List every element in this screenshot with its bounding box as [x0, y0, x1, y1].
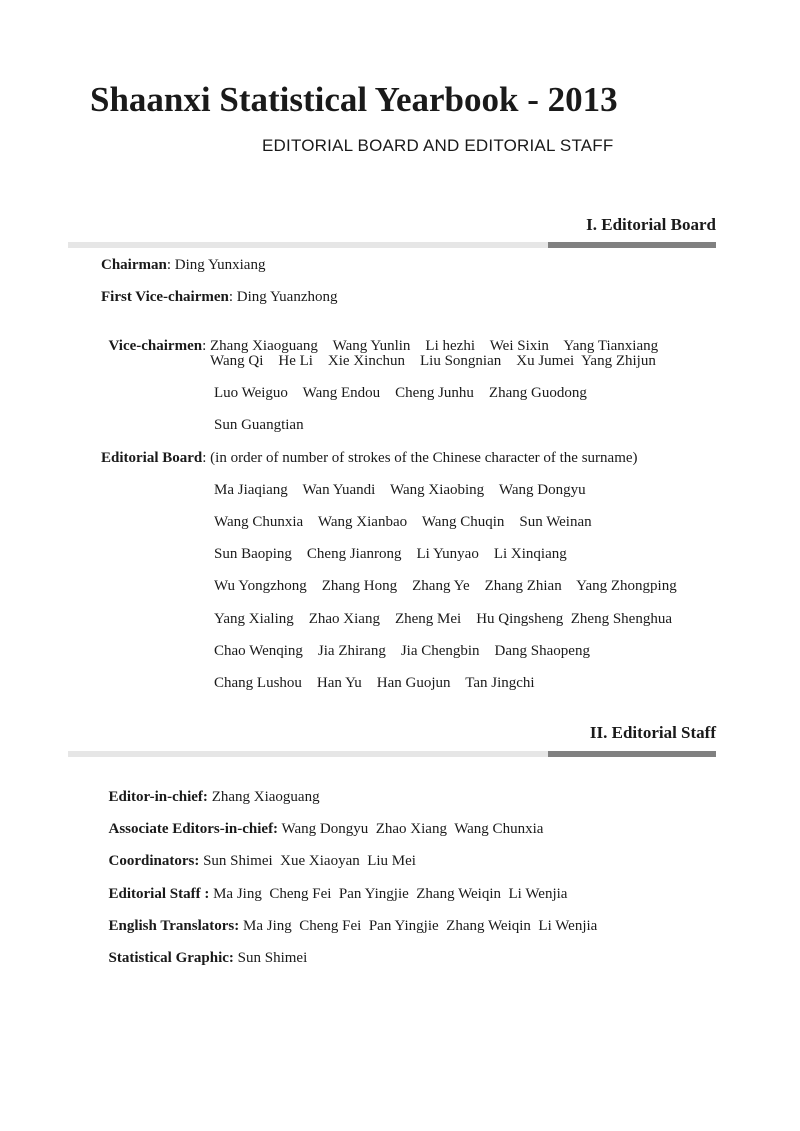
board-members-row: Sun Baoping Cheng Jianrong Li Yunyao Li Xinqiang	[214, 546, 567, 562]
coordinators-label: Coordinators:	[108, 853, 200, 869]
vice-chairmen-row-3: Luo Weiguo Wang Endou Cheng Junhu Zhang Guodong	[214, 385, 587, 401]
associate-editors-value: Wang Dongyu Zhao Xiang Wang Chunxia	[278, 821, 544, 837]
editorial-board-label: Editorial Board	[101, 450, 203, 466]
editorial-staff-label: Editorial Staff :	[108, 886, 210, 902]
vice-chairmen-label: Vice-chairmen	[108, 338, 203, 354]
chairman-line	[101, 257, 265, 274]
editorial-staff-heading: II. Editorial Staff	[589, 723, 716, 742]
editorial-board-note: : (in order of number of strokes of the Chinese character of the surname)	[202, 450, 638, 466]
board-members-row: Wu Yongzhong Zhang Hong Zhang Ye Zhang Zhian Yang Zhongping	[214, 578, 677, 594]
english-translators-line	[101, 901, 597, 935]
section-divider	[68, 751, 716, 757]
associate-editors-line	[101, 804, 543, 838]
section-divider-accent	[548, 751, 716, 757]
board-members-row: Chao Wenqing Jia Zhirang Jia Chengbin Dang Shaopeng	[214, 643, 590, 659]
vice-chairmen-row-2: Wang Qi He Li Xie Xinchun Liu Songnian Xu Jumei Yang Zhijun	[210, 353, 656, 369]
editorial-staff-value: Ma Jing Cheng Fei Pan Yingjie Zhang Weiqin Li Wenjia	[209, 886, 568, 902]
statistical-graphic-label: Statistical Graphic:	[108, 950, 234, 966]
section-divider	[68, 242, 716, 248]
page-title: Shaanxi Statistical Yearbook - 2013	[90, 80, 618, 119]
editorial-board-line	[101, 450, 638, 467]
section-divider-accent	[548, 242, 716, 248]
board-members-row: Chang Lushou Han Yu Han Guojun Tan Jingchi	[214, 675, 535, 691]
page-subtitle: EDITORIAL BOARD AND EDITORIAL STAFF	[262, 136, 614, 155]
editorial-staff-line	[101, 869, 567, 903]
statistical-graphic-value: Sun Shimei	[233, 950, 308, 966]
chairman-label: Chairman	[101, 257, 167, 273]
associate-editors-label: Associate Editors-in-chief:	[108, 821, 279, 837]
editor-in-chief-value: Zhang Xiaoguang	[207, 789, 320, 805]
vice-chairmen-line	[101, 321, 658, 355]
coordinators-line	[101, 836, 416, 870]
first-vice-chairmen-label: First Vice-chairmen	[101, 289, 229, 305]
editorial-board-heading: I. Editorial Board	[586, 215, 716, 234]
editor-in-chief-line	[101, 772, 320, 806]
first-vice-chairmen-line	[101, 289, 337, 306]
board-members-row: Ma Jiaqiang Wan Yuandi Wang Xiaobing Wang Dongyu	[214, 482, 586, 498]
english-translators-value: Ma Jing Cheng Fei Pan Yingjie Zhang Weiqin Li Wenjia	[239, 918, 598, 934]
vice-chairmen-row-1: : Zhang Xiaoguang Wang Yunlin Li hezhi Wei Sixin Yang Tianxiang	[202, 338, 659, 354]
english-translators-label: English Translators:	[108, 918, 240, 934]
board-members-row: Yang Xialing Zhao Xiang Zheng Mei Hu Qingsheng Zheng Shenghua	[214, 611, 672, 627]
editor-in-chief-label: Editor-in-chief:	[108, 789, 208, 805]
coordinators-value: Sun Shimei Xue Xiaoyan Liu Mei	[199, 853, 416, 869]
vice-chairmen-row-4: Sun Guangtian	[214, 417, 304, 433]
chairman-value: : Ding Yunxiang	[166, 257, 266, 273]
first-vice-chairmen-value: : Ding Yuanzhong	[228, 289, 338, 305]
statistical-graphic-line	[101, 933, 307, 967]
board-members-row: Wang Chunxia Wang Xianbao Wang Chuqin Sun Weinan	[214, 514, 592, 530]
